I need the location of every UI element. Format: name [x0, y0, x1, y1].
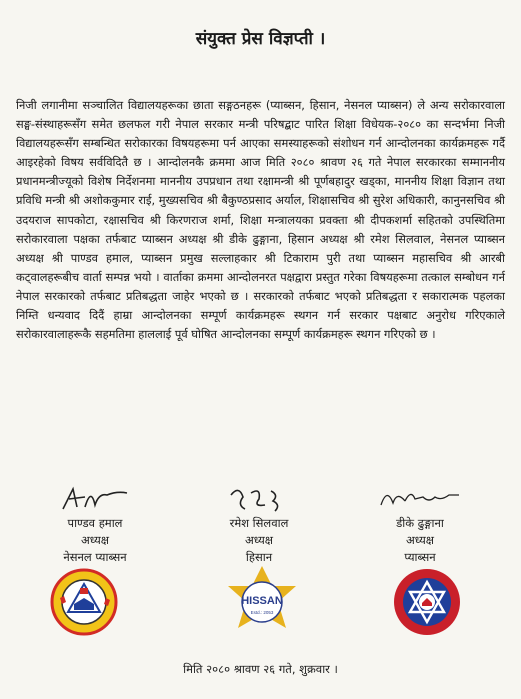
hissan-estd: Estd.: 2053 [250, 610, 274, 615]
signatory-3 [345, 483, 495, 566]
signatory-name: पाण्डव हमाल [67, 516, 123, 530]
signatory-org: नेसनल प्याब्सन [63, 550, 127, 564]
signatory-role: अध्यक्ष [80, 533, 110, 547]
date-line: मिति २०८० श्रावण २६ गते, शुक्रवार । [183, 662, 338, 676]
signatory-1 [20, 483, 170, 566]
signatory-name: डीके ढुङ्गाना [396, 516, 444, 530]
signatory-name: रमेश सिलवाल [229, 516, 289, 530]
signature-scribble-3 [375, 483, 465, 515]
hissan-logo [224, 564, 300, 640]
signatory-org: हिसान [245, 550, 273, 564]
signatory-2 [184, 483, 334, 566]
signatory-role: अध्यक्ष [244, 533, 274, 547]
national-pabson-logo [50, 568, 118, 636]
pabson-logo [393, 568, 461, 636]
document-title: संयुक्त प्रेस विज्ञप्ती । [195, 29, 326, 49]
press-release-body: निजी लगानीमा सञ्चालित विद्यालयहरूका छाता सङ्गठनहरू (प्याब्सन, हिसान, नेसनल प्याब्सन) ले अन्य सरोकारवाला सङ्घ-संस्थाहरूसँग समेत छलफल गरी नेपाल सरकार मन्त्री परिषद्बाट पारित शिक्षा विधेयक-२०८० का सन्दर्भमा निजी विद्यालयहरूसँग सम्बन्धित सरोकारका विषयहरूमा पर्न आएका समस्याहरूको संशोधन गर्न आन्दोलनका कार्यक्रमहरू गर्दै आइरहेको विषय सर्वविदितै छ । आन्दोलनकै क्रममा आज मिति २०८० श्रावण २६ गते नेपाल सरकारका सम्माननीय प्रधानमन्त्रीज्यूको विशेष निर्देशनमा माननीय उपप्रधान तथा रक्षामन्त्री श्री पूर्णबहादुर खड्का, माननीय शिक्षा विज्ञान तथा प्रविधि मन्त्री श्री अशोककुमार राई, मुख्यसचिव श्री बैकुण्ठप्रसाद अर्याल, शिक्षासचिव श्री सुरेश अधिकारी, कानुनसचिव श्री उदयराज सापकोटा, रक्षासचिव श्री किरणराज शर्मा, शिक्षा मन्त्रालयका प्रवक्ता श्री दीपकशर्मा सहितको उपस्थितिमा सरोकारवाला पक्षका तर्फबाट प्याब्सन अध्यक्ष श्री डीके ढुङ्गाना, हिसान अध्यक्ष श्री रमेश सिलवाल, नेसनल प्याब्सन अध्यक्ष श्री पाण्डव हमाल, प्याब्सन प्रमुख सल्लाहकार श्री टिकाराम पुरी तथा प्याब्सन महासचिव श्री आरबी कट्वालहरूबीच वार्ता सम्पन्न भयो । वार्ताका क्रममा आन्दोलनरत पक्षद्वारा प्रस्तुत गरेका विषयहरूमा तत्काल सम्बोधन गर्न नेपाल सरकारको तर्फबाट प्रतिबद्धता जाहेर भएको छ । सरकारको तर्फबाट भएको प्रतिबद्धता र सकारात्मक पहलका निम्ति धन्यवाद दिदैं हाम्रा आन्दोलनका सम्पूर्ण कार्यक्रमहरू स्थगन गर्न सरकार पक्षबाट अनुरोध गरिएकाले सरोकारवालाहरूकै सहमतिमा हाललाई पूर्व घोषित आन्दोलनका सम्पूर्ण कार्यक्रमहरू स्थगन गरिएको छ । [16, 98, 505, 342]
signatory-org: प्याब्सन [404, 550, 436, 564]
signatory-role: अध्यक्ष [405, 533, 435, 547]
hissan-name: HISSAN [241, 595, 283, 607]
signature-scribble-2 [219, 483, 299, 515]
signature-scribble-1 [55, 483, 135, 515]
